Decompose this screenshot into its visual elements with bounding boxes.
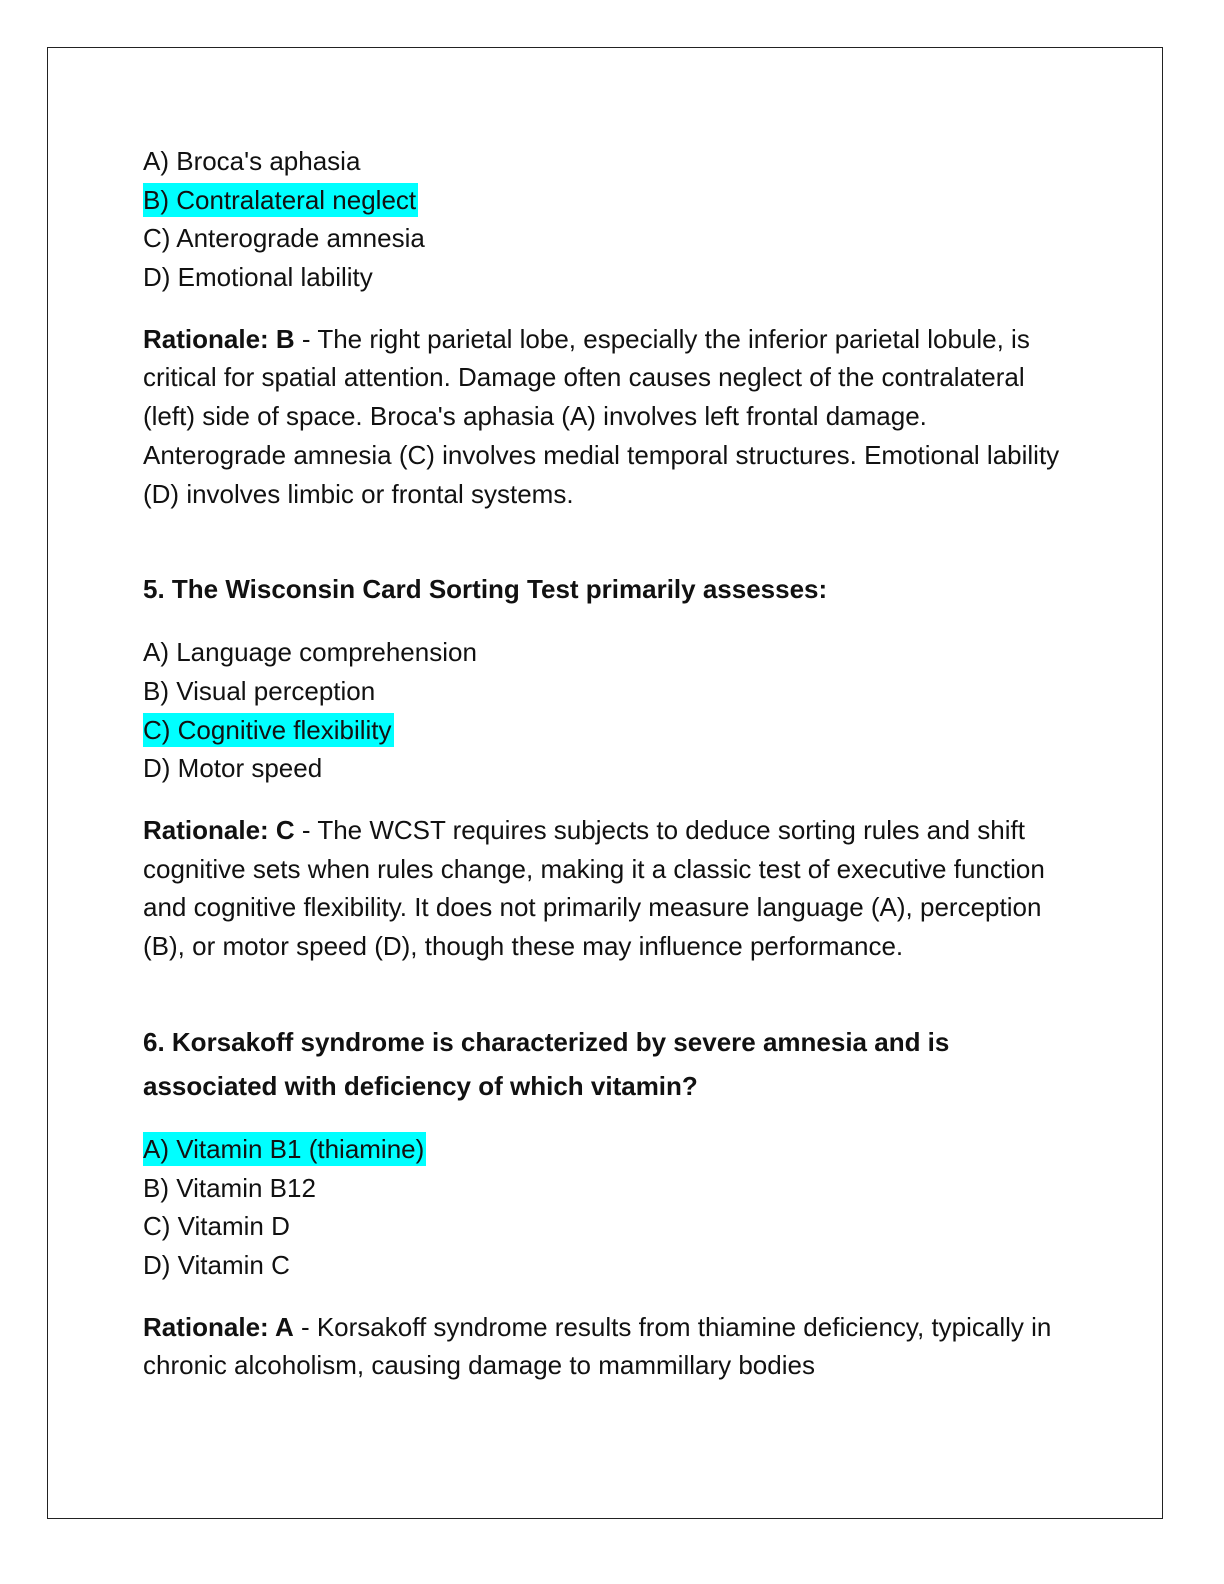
- q5-option-d: [143, 749, 1083, 788]
- option-text: C) Vitamin D: [143, 1211, 290, 1242]
- document-content: [143, 142, 1083, 1385]
- option-text: A) Broca's aphasia: [143, 146, 361, 176]
- option-text: D) Motor speed: [143, 753, 323, 784]
- option-text: B) Vitamin B12: [143, 1172, 316, 1203]
- q6-rationale: [143, 1308, 1073, 1385]
- option-text: A) Language comprehension: [143, 637, 477, 668]
- rationale-text: - Korsakoff syndrome results from thiamine deficiency, typically in chronic alcoholism, causing damage to mammillary bodies: [143, 1311, 1052, 1381]
- question-5-options: [143, 633, 1083, 788]
- question-4-options: [143, 142, 1083, 297]
- rationale-label: Rationale: A: [143, 1311, 294, 1342]
- rationale-text: - The WCST requires subjects to deduce sorting rules and shift cognitive sets when rules change, making it a classic test of executive function and cognitive flexibility. It does not primarily measure language (A), perception (B), or motor speed (D), though these may influence performance.: [143, 815, 1045, 962]
- q4-option-b-correct: [143, 181, 1083, 220]
- option-text: D) Emotional lability: [143, 262, 373, 293]
- option-text: C) Anterograde amnesia: [143, 223, 425, 254]
- option-text: C) Cognitive flexibility: [143, 714, 392, 745]
- option-text: B) Visual perception: [143, 675, 376, 706]
- q5-rationale: [143, 811, 1073, 966]
- rationale-text: - The right parietal lobe, especially the inferior parietal lobule, is critical for spatial attention. Damage often causes neglect of the contralateral (left) side of space. Broca's aphasia (A) involves left frontal damage. Anterograde amnesia (C) involves medial temporal structures. Emotional lability (D) involves limbic or frontal systems.: [143, 323, 1060, 509]
- question-6-options: [143, 1130, 1083, 1285]
- q4-option-c: [143, 219, 1083, 258]
- q4-rationale: [143, 320, 1073, 514]
- option-text: B) Contralateral neglect: [143, 184, 417, 215]
- rationale-label: Rationale: B: [143, 323, 295, 354]
- option-text: A) Vitamin B1 (thiamine): [143, 1133, 425, 1164]
- q5-option-b: [143, 672, 1083, 711]
- q6-option-b: [143, 1169, 1083, 1208]
- q6-option-d: [143, 1246, 1083, 1285]
- q6-option-a-correct: [143, 1130, 1083, 1169]
- question-5: 5. The Wisconsin Card Sorting Test primarily assesses:: [143, 574, 828, 605]
- q5-option-c-correct: [143, 711, 1083, 750]
- option-text: D) Vitamin C: [143, 1249, 290, 1280]
- q5-option-a: [143, 633, 1083, 672]
- rationale-label: Rationale: C: [143, 815, 295, 846]
- q4-option-a: [143, 142, 1083, 181]
- q4-option-d: [143, 258, 1083, 297]
- question-6: 6. Korsakoff syndrome is characterized by severe amnesia and is associated with deficiency of which vitamin?: [143, 1026, 950, 1101]
- q6-option-c: [143, 1207, 1083, 1246]
